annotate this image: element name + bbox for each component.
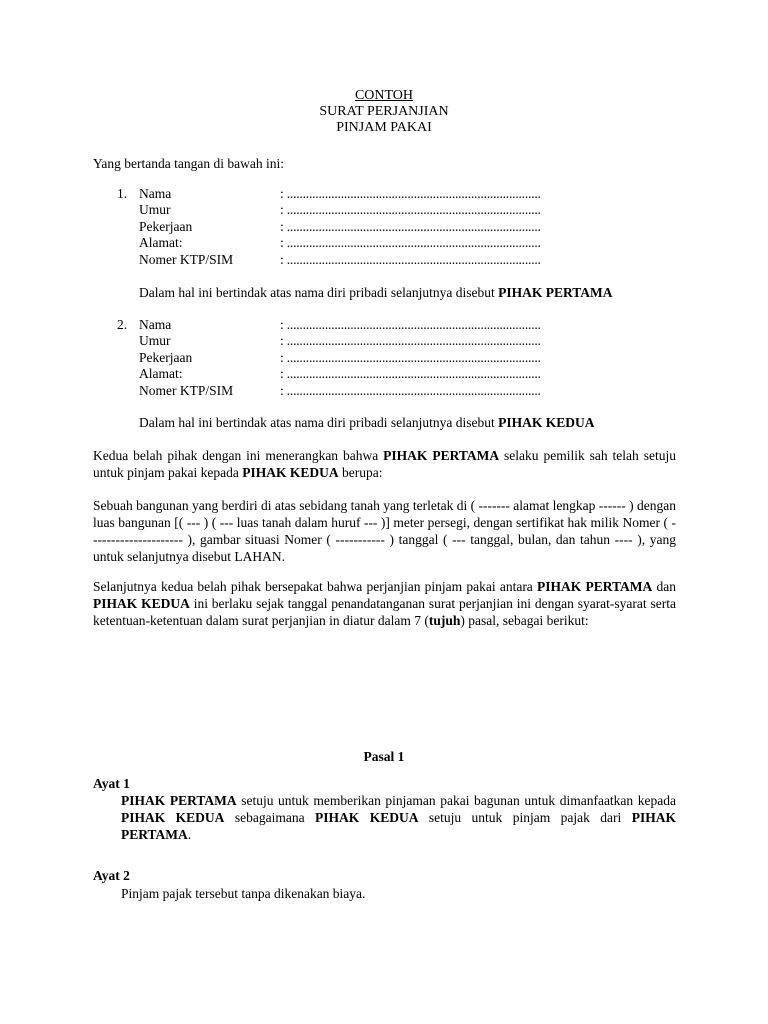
para1-text-3: berupa: (338, 465, 383, 480)
doc-title-pinjam: PINJAM PAKAI (336, 120, 432, 135)
para3-text-4: ) pasal, sebagai berikut: (460, 613, 589, 628)
ayat1-bold-4: PIHAK PERTAMA (121, 810, 676, 842)
para3-bold-2: PIHAK KEDUA (93, 596, 190, 611)
ayat1-bold-1: PIHAK PERTAMA (121, 793, 237, 808)
ayat2-heading: Ayat 2 (93, 868, 130, 883)
ayat1-text-4: . (187, 827, 192, 842)
party1-label-umur: Umur (139, 202, 171, 217)
ayat1-bold-2: PIHAK KEDUA (121, 810, 225, 825)
paragraph-terms (93, 578, 676, 629)
party2-value-ktp: : ................................................................................ (280, 383, 541, 398)
party1-value-ktp: : ................................................................................ (280, 252, 541, 267)
para3-bold-3: tujuh (428, 613, 461, 628)
para3-text-3: ini berlaku sejak tanggal penandatanganan surat perjanjian ini dengan syarat-syarat serta ketentuan-ketentuan dalam surat perjanjian in diatur dalam 7 ( (93, 596, 676, 628)
ayat1-text-2: sebagaimana (224, 810, 316, 825)
doc-title-contoh: CONTOH (354, 88, 414, 103)
intro-text: Yang bertanda tangan di bawah ini: (93, 156, 284, 171)
para1-text-2: selaku pemilik sah telah setuju untuk pinjam pakai kepada (93, 448, 676, 480)
ayat1-text (121, 792, 676, 843)
doc-title-surat: SURAT PERJANJIAN (319, 104, 449, 119)
party2-statement-text: Dalam hal ini bertindak atas nama diri pribadi selanjutnya disebut (139, 415, 499, 430)
party2-statement (139, 414, 595, 431)
para3-text-2: dan (652, 579, 676, 594)
party1-label-ktp: Nomer KTP/SIM (139, 252, 234, 267)
party1-number: 1. (117, 186, 128, 201)
paragraph-agreement (93, 447, 676, 481)
party2-label-pekerjaan: Pekerjaan (139, 350, 193, 365)
party1-role: PIHAK PERTAMA (498, 285, 613, 300)
party1-statement (139, 284, 613, 301)
party1-value-alamat: : ................................................................................ (280, 235, 541, 250)
paragraph-property: Sebuah bangunan yang berdiri di atas sebidang tanah yang terletak di ( ------- alamat lengkap ------ ) dengan luas bangunan [( --- ) ( --- luas tanah dalam huruf --- )] meter persegi, dengan sertifikat hak milik Nomer ( --------------------- ), gambar situasi Nomer ( ----------- ) tanggal ( --- tanggal, bulan, dan tahun ---- ), yang untuk selanjutnya disebut LAHAN. (93, 498, 676, 564)
para3-bold-1: PIHAK PERTAMA (537, 579, 653, 594)
party1-label-pekerjaan: Pekerjaan (139, 219, 193, 234)
party2-role: PIHAK KEDUA (498, 415, 595, 430)
ayat1-text-1: setuju untuk memberikan pinjaman pakai bagunan untuk dimanfaatkan kepada (236, 793, 676, 808)
party1-value-pekerjaan: : ................................................................................ (280, 219, 541, 234)
party2-label-ktp: Nomer KTP/SIM (139, 383, 234, 398)
party2-value-pekerjaan: : ................................................................................ (280, 350, 541, 365)
ayat1-bold-3: PIHAK KEDUA (315, 810, 419, 825)
party2-label-alamat: Alamat: (139, 366, 183, 381)
ayat1-text-3: setuju untuk pinjam pajak dari (418, 810, 632, 825)
ayat2-text: Pinjam pajak tersebut tanpa dikenakan biaya. (121, 886, 366, 901)
party1-value-umur: : ................................................................................ (280, 202, 541, 217)
party2-value-umur: : ................................................................................ (280, 333, 541, 348)
para1-bold-1: PIHAK PERTAMA (383, 448, 500, 463)
para1-bold-2: PIHAK KEDUA (242, 465, 339, 480)
pasal1-heading: Pasal 1 (363, 749, 405, 764)
party1-statement-text: Dalam hal ini bertindak atas nama diri pribadi selanjutnya disebut (139, 285, 499, 300)
party1-label-alamat: Alamat: (139, 235, 183, 250)
party2-label-umur: Umur (139, 333, 171, 348)
party2-label-nama: Nama (139, 317, 172, 332)
party2-value-nama: : ................................................................................ (280, 317, 541, 332)
party2-number: 2. (117, 317, 128, 332)
party2-value-alamat: : ................................................................................ (280, 366, 541, 381)
ayat1-heading: Ayat 1 (93, 776, 130, 791)
para3-text-1: Selanjutnya kedua belah pihak bersepakat bahwa perjanjian pinjam pakai antara (93, 579, 538, 594)
party1-label-nama: Nama (139, 186, 172, 201)
party1-value-nama: : ................................................................................ (280, 186, 541, 201)
para1-text-1: Kedua belah pihak dengan ini menerangkan bahwa (93, 448, 384, 463)
